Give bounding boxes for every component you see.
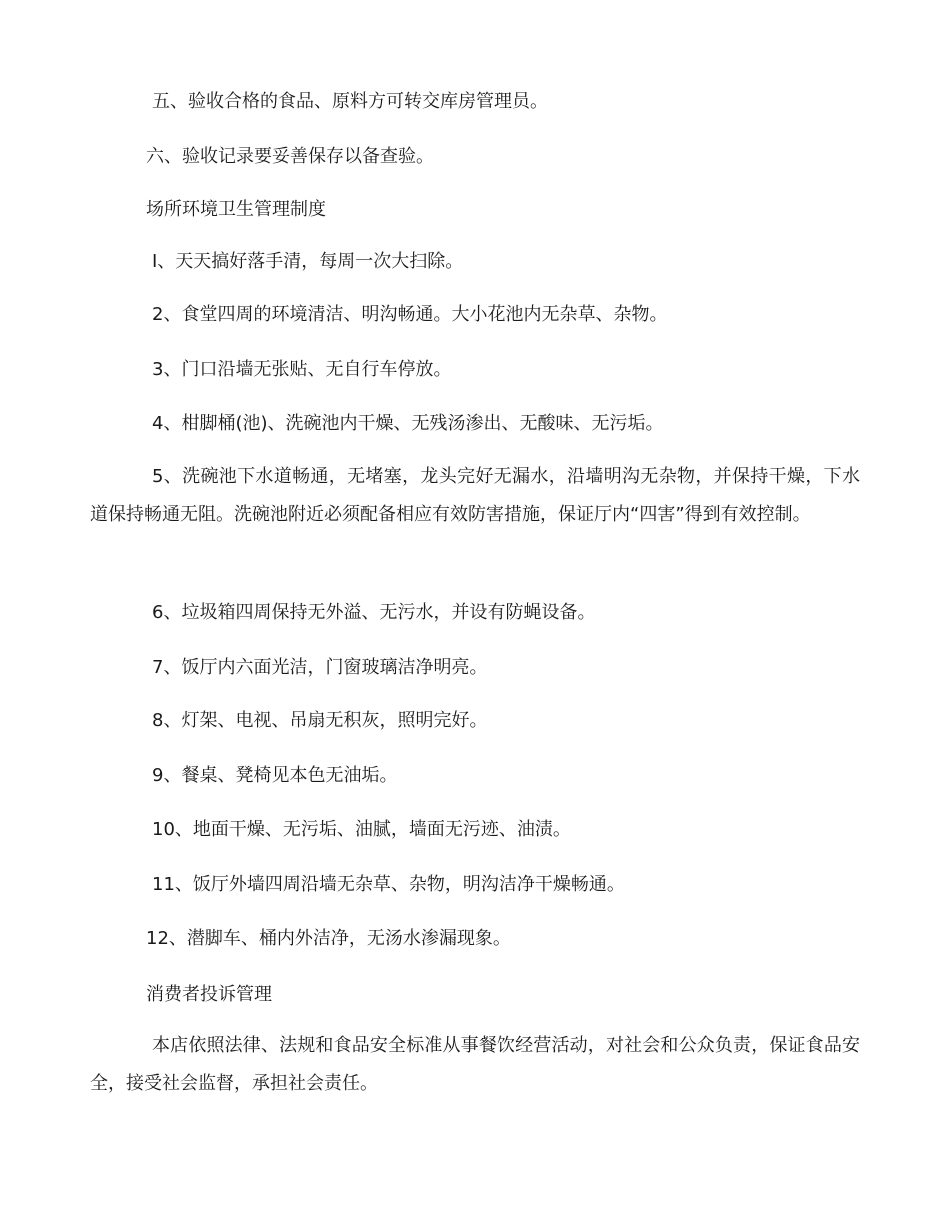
rule-item-12: 12、潜脚车、桶内外洁净，无汤水渗漏现象。	[146, 928, 511, 949]
rule-item-8: 8、灯架、电视、吊扇无积灰，照明完好。	[152, 710, 488, 731]
rule-item-3: 3、门口沿墙无张贴、无自行车停放。	[152, 359, 452, 380]
rule-item-9: 9、餐桌、凳椅见本色无油垢。	[152, 765, 398, 786]
rule-item-1: I、天天搞好落手清，每周一次大扫除。	[152, 251, 464, 272]
rule-item-6: 6、垃圾箱四周保持无外溢、无污水，并设有防蝇设备。	[152, 602, 596, 623]
rule-item-10: 10、地面干燥、无污垢、油腻，墙面无污迹、油渍。	[152, 819, 571, 840]
rule-item-2: 2、食堂四周的环境清洁、明沟畅通。大小花池内无杂草、杂物。	[152, 304, 668, 325]
rule-item-7: 7、饭厅内六面光洁，门窗玻璃洁净明亮。	[152, 657, 488, 678]
rule-item-11: 11、饭厅外墙四周沿墙无杂草、杂物，明沟洁净干燥畅通。	[152, 874, 625, 895]
paragraph-acceptance-records: 六、验收记录要妥善保存以备查验。	[146, 146, 434, 167]
section-heading-environment-hygiene: 场所环境卫生管理制度	[146, 199, 326, 220]
paragraph-food-safety-commitment: 本店依照法律、法规和食品安全标准从事餐饮经营活动，对社会和公众负责，保证食品安全，接受社会监督，承担社会责任。	[90, 1035, 860, 1094]
paragraph-acceptance-transfer: 五、验收合格的食品、原料方可转交库房管理员。	[152, 91, 548, 112]
rule-item-4: 4、柑脚桶(池)、洗碗池内干燥、无残汤渗出、无酸味、无污垢。	[152, 413, 664, 434]
rule-item-5: 5、洗碗池下水道畅通，无堵塞，龙头完好无漏水，沿墙明沟无杂物，并保持干燥，下水道保持畅通无阻。洗碗池附近必须配备相应有效防害措施，保证厅内“四害”得到有效控制。	[90, 466, 860, 525]
section-heading-consumer-complaints: 消费者投诉管理	[146, 984, 272, 1005]
